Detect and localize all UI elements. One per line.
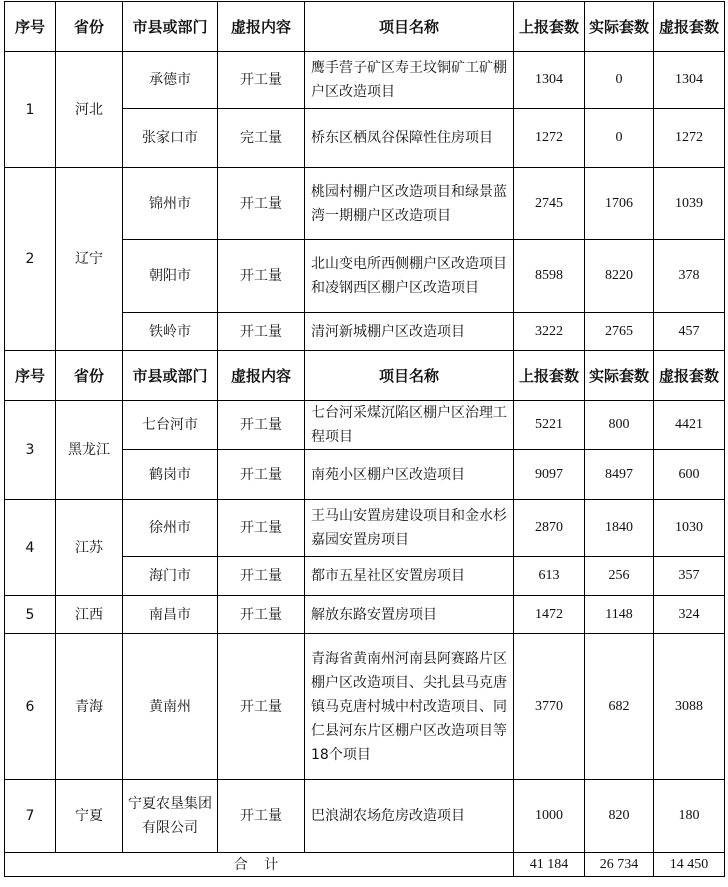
project-cell: 七台河采煤沉陷区棚户区治理工程项目 xyxy=(305,401,514,450)
content-cell: 开工量 xyxy=(218,596,305,634)
content-cell: 开工量 xyxy=(218,450,305,500)
seq-cell: 5 xyxy=(5,596,56,634)
reported-cell: 9097 xyxy=(514,450,585,500)
total-actual: 26 734 xyxy=(585,853,654,877)
city-cell: 朝阳市 xyxy=(123,240,218,313)
false-reported-cell: 1272 xyxy=(654,109,725,168)
header-actual: 实际套数 xyxy=(585,2,654,52)
city-cell: 南昌市 xyxy=(123,596,218,634)
seq-cell: 2 xyxy=(5,168,56,351)
project-cell: 鹰手营子矿区寿王坟铜矿工矿棚户区改造项目 xyxy=(305,52,514,109)
header-content: 虚报内容 xyxy=(218,351,305,401)
project-cell: 王马山安置房建设项目和金水杉嘉园安置房项目 xyxy=(305,500,514,557)
false-reported-cell: 180 xyxy=(654,780,725,853)
project-cell: 桃园村棚户区改造项目和绿景蓝湾一期棚户区改造项目 xyxy=(305,168,514,240)
reported-cell: 8598 xyxy=(514,240,585,313)
false-reported-cell: 324 xyxy=(654,596,725,634)
content-cell: 开工量 xyxy=(218,313,305,351)
reported-cell: 2745 xyxy=(514,168,585,240)
header-project: 项目名称 xyxy=(305,351,514,401)
city-cell: 锦州市 xyxy=(123,168,218,240)
total-label: 合 计 xyxy=(5,853,514,877)
actual-cell: 2765 xyxy=(585,313,654,351)
city-cell: 宁夏农垦集团有限公司 xyxy=(123,780,218,853)
false-reported-cell: 1030 xyxy=(654,500,725,557)
city-cell: 张家口市 xyxy=(123,109,218,168)
reported-cell: 1472 xyxy=(514,596,585,634)
reported-cell: 3770 xyxy=(514,634,585,780)
reported-cell: 613 xyxy=(514,557,585,596)
reported-cell: 5221 xyxy=(514,401,585,450)
header-false-reported: 虚报套数 xyxy=(654,351,725,401)
actual-cell: 800 xyxy=(585,401,654,450)
header-reported: 上报套数 xyxy=(514,351,585,401)
city-cell: 七台河市 xyxy=(123,401,218,450)
actual-cell: 256 xyxy=(585,557,654,596)
reported-cell: 3222 xyxy=(514,313,585,351)
actual-cell: 0 xyxy=(585,52,654,109)
province-cell: 辽宁 xyxy=(56,168,123,351)
table-row xyxy=(5,52,725,109)
false-reported-cell: 1039 xyxy=(654,168,725,240)
province-cell: 青海 xyxy=(56,634,123,780)
city-cell: 黄南州 xyxy=(123,634,218,780)
header-content: 虚报内容 xyxy=(218,2,305,52)
project-cell: 北山变电所西侧棚户区改造项目和凌钢西区棚户区改造项目 xyxy=(305,240,514,313)
header-reported: 上报套数 xyxy=(514,2,585,52)
total-reported: 41 184 xyxy=(514,853,585,877)
content-cell: 开工量 xyxy=(218,401,305,450)
project-cell: 都市五星社区安置房项目 xyxy=(305,557,514,596)
city-cell: 鹤岗市 xyxy=(123,450,218,500)
content-cell: 完工量 xyxy=(218,109,305,168)
city-cell: 承德市 xyxy=(123,52,218,109)
table-row xyxy=(5,780,725,853)
total-row xyxy=(5,853,725,877)
actual-cell: 820 xyxy=(585,780,654,853)
content-cell: 开工量 xyxy=(218,52,305,109)
header-false-reported: 虚报套数 xyxy=(654,2,725,52)
false-reported-cell: 457 xyxy=(654,313,725,351)
seq-cell: 4 xyxy=(5,500,56,596)
content-cell: 开工量 xyxy=(218,240,305,313)
actual-cell: 682 xyxy=(585,634,654,780)
table-row xyxy=(5,401,725,450)
table-row xyxy=(5,634,725,780)
reported-cell: 1272 xyxy=(514,109,585,168)
content-cell: 开工量 xyxy=(218,168,305,240)
project-cell: 解放东路安置房项目 xyxy=(305,596,514,634)
project-cell: 青海省黄南州河南县阿赛路片区棚户区改造项目、尖扎县马克唐镇马克唐村城中村改造项目、同仁县河东片区棚户区改造项目等18个项目 xyxy=(305,634,514,780)
project-cell: 巴浪湖农场危房改造项目 xyxy=(305,780,514,853)
city-cell: 徐州市 xyxy=(123,500,218,557)
seq-cell: 6 xyxy=(5,634,56,780)
actual-cell: 8220 xyxy=(585,240,654,313)
content-cell: 开工量 xyxy=(218,780,305,853)
header-row xyxy=(5,2,725,52)
header-province: 省份 xyxy=(56,2,123,52)
false-reported-cell: 1304 xyxy=(654,52,725,109)
header-seq: 序号 xyxy=(5,351,56,401)
province-cell: 宁夏 xyxy=(56,780,123,853)
table-row xyxy=(5,168,725,240)
header-row xyxy=(5,351,725,401)
project-cell: 清河新城棚户区改造项目 xyxy=(305,313,514,351)
header-actual: 实际套数 xyxy=(585,351,654,401)
content-cell: 开工量 xyxy=(218,500,305,557)
housing-false-report-table xyxy=(4,1,725,877)
project-cell: 南苑小区棚户区改造项目 xyxy=(305,450,514,500)
actual-cell: 8497 xyxy=(585,450,654,500)
false-reported-cell: 378 xyxy=(654,240,725,313)
project-cell: 桥东区栖凤谷保障性住房项目 xyxy=(305,109,514,168)
actual-cell: 1148 xyxy=(585,596,654,634)
reported-cell: 2870 xyxy=(514,500,585,557)
table-row xyxy=(5,596,725,634)
false-reported-cell: 357 xyxy=(654,557,725,596)
seq-cell: 7 xyxy=(5,780,56,853)
header-seq: 序号 xyxy=(5,2,56,52)
header-city: 市县或部门 xyxy=(123,351,218,401)
seq-cell: 3 xyxy=(5,401,56,500)
reported-cell: 1304 xyxy=(514,52,585,109)
false-reported-cell: 600 xyxy=(654,450,725,500)
actual-cell: 1706 xyxy=(585,168,654,240)
reported-cell: 1000 xyxy=(514,780,585,853)
false-reported-cell: 3088 xyxy=(654,634,725,780)
actual-cell: 1840 xyxy=(585,500,654,557)
content-cell: 开工量 xyxy=(218,557,305,596)
province-cell: 江西 xyxy=(56,596,123,634)
false-reported-cell: 4421 xyxy=(654,401,725,450)
header-city: 市县或部门 xyxy=(123,2,218,52)
province-cell: 江苏 xyxy=(56,500,123,596)
content-cell: 开工量 xyxy=(218,634,305,780)
city-cell: 铁岭市 xyxy=(123,313,218,351)
header-province: 省份 xyxy=(56,351,123,401)
header-project: 项目名称 xyxy=(305,2,514,52)
province-cell: 黑龙江 xyxy=(56,401,123,500)
actual-cell: 0 xyxy=(585,109,654,168)
total-false-reported: 14 450 xyxy=(654,853,725,877)
city-cell: 海门市 xyxy=(123,557,218,596)
table-row xyxy=(5,500,725,557)
seq-cell: 1 xyxy=(5,52,56,168)
province-cell: 河北 xyxy=(56,52,123,168)
